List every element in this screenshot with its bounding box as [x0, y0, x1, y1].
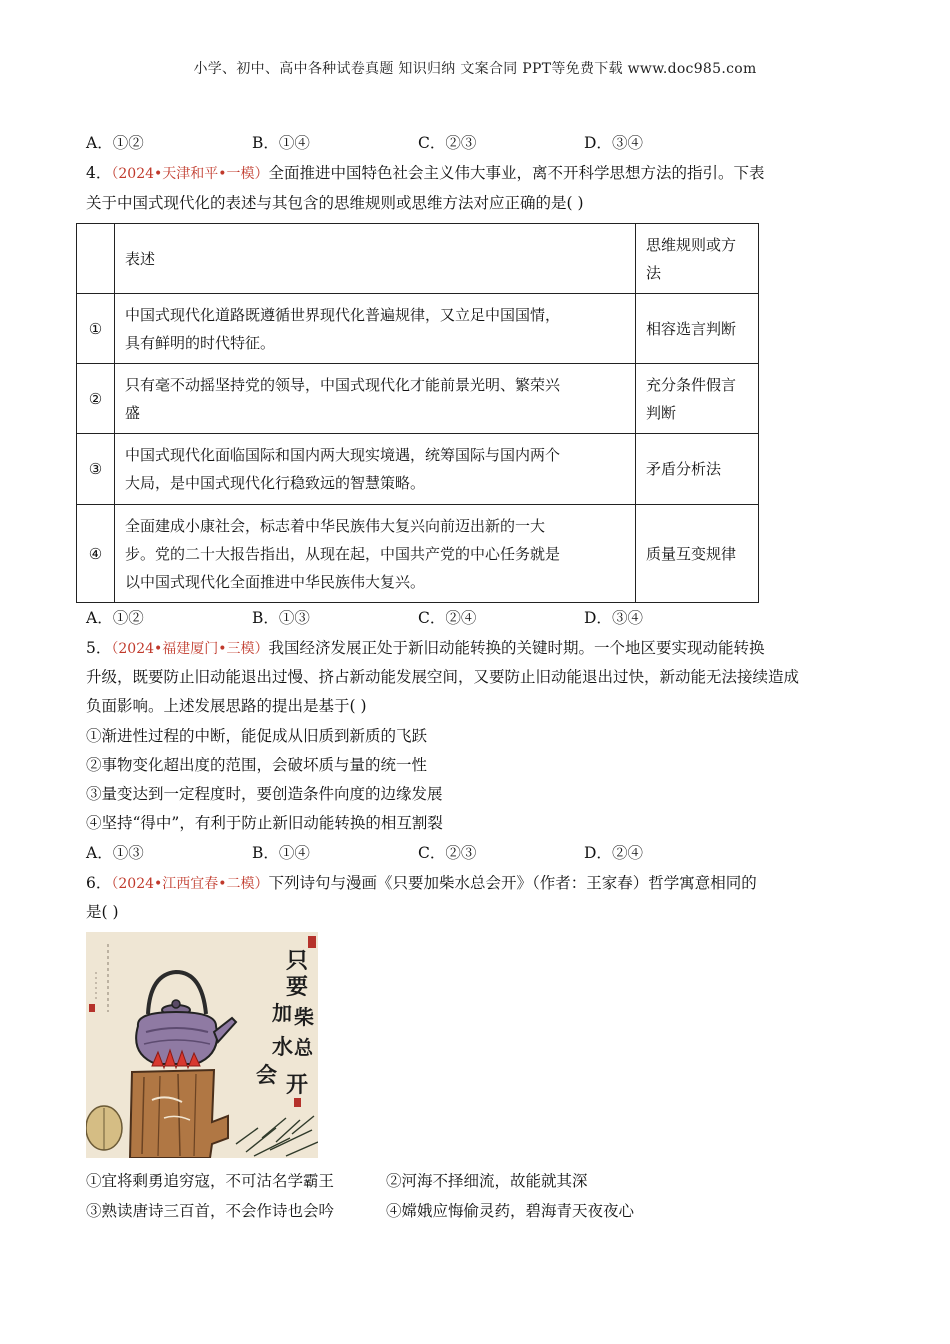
q3-options: [86, 133, 786, 153]
q5-options: [86, 843, 786, 863]
q3-option-c: C．②③: [418, 134, 477, 152]
q6-answer-2: ②河海不择细流，故能就其深: [386, 1172, 588, 1190]
table-row: ④ 全面建成小康社会，标志着中华民族伟大复兴向前迈出新的一大 步。党的二十大报告指出，从现在起，中国共产党的中心任务就是 以中国式现代化全面推进中华民族伟大复兴。 质量互变规律: [77, 505, 759, 603]
q3-option-b: B．①④: [252, 134, 310, 152]
q6-answer-3: ③熟读唐诗三百首，不会作诗也会吟: [86, 1202, 335, 1220]
q6-answers-row-1: [86, 1170, 786, 1192]
q5-option-c: C．②③: [418, 844, 477, 862]
q4-option-a: A．①②: [86, 609, 144, 627]
q4-number: 4．: [86, 164, 112, 182]
q5-source: （2024•福建厦门•三模）: [111, 641, 269, 657]
q4-table: [76, 223, 759, 603]
q6-answers-row-2: [86, 1200, 786, 1222]
q6-stem-line-2: 是( ): [86, 903, 119, 921]
calligraphy-col1-char2: 要: [286, 974, 309, 1000]
q6-cartoon: [86, 932, 318, 1158]
table-row: ① 中国式现代化道路既遵循世界现代化普遍规律，又立足中国国情， 具有鲜明的时代特征。 相容选言判断: [77, 294, 759, 364]
q5-stem-line-3: 负面影响。上述发展思路的提出是基于( ): [86, 697, 367, 715]
q5-item-2: ②事物变化超出度的范围，会破坏质与量的统一性: [86, 756, 428, 774]
q5-option-b: B．①④: [252, 844, 310, 862]
teapot-on-stove-icon: [86, 932, 318, 1158]
calligraphy-col1-char4: 柴: [294, 1005, 314, 1029]
q3-option-a: A．①②: [86, 134, 144, 152]
q5-option-d: D．②④: [584, 844, 643, 862]
calligraphy-col1-char1: 只: [286, 948, 309, 974]
calligraphy-col2-char3: 会: [256, 1062, 277, 1087]
q4-option-c: C．②④: [418, 609, 477, 627]
q5-number: 5．: [86, 639, 112, 657]
calligraphy-col2-char2: 总: [294, 1037, 314, 1059]
q4-option-b: B．①③: [252, 609, 310, 627]
q4-header-statement: 表述: [115, 224, 636, 294]
q6-stem-line-1: 6．（2024•江西宜春•二模）下列诗句与漫画《只要加柴水总会开》（作者：王家春）哲学寓意相同的: [86, 874, 757, 892]
q4-stem-line-2: 关于中国式现代化的表述与其包含的思维规则或思维方法对应正确的是( ): [86, 194, 584, 212]
q5-option-a: A．①③: [86, 844, 144, 862]
q4-header-method: 思维规则或方 法: [636, 224, 759, 294]
table-row: ② 只有毫不动摇坚持党的领导，中国式现代化才能前景光明、繁荣兴 盛 充分条件假言 判断: [77, 364, 759, 434]
q6-answer-4: ④嫦娥应悔偷灵药，碧海青天夜夜心: [386, 1202, 635, 1220]
q6-source: （2024•江西宜春•二模）: [111, 876, 269, 892]
q4-source: （2024•天津和平•一模）: [111, 166, 269, 182]
q6-answer-1: ①宜将剩勇追穷寇，不可沽名学霸王: [86, 1172, 335, 1190]
q4-options: [86, 608, 786, 628]
q5-item-1: ①渐进性过程的中断，能促成从旧质到新质的飞跃: [86, 727, 428, 745]
q5-stem-line-2: 升级，既要防止旧动能退出过慢、挤占新动能发展空间，又要防止旧动能退出过快，新动能无法接续造成: [86, 668, 800, 686]
calligraphy-col2-char4: 开: [286, 1072, 309, 1098]
table-row: ③ 中国式现代化面临国际和国内两大现实境遇，统筹国际与国内两个 大局，是中国式现代化行稳致远的智慧策略。 矛盾分析法: [77, 434, 759, 505]
q5-item-4: ④坚持“得中”，有利于防止新旧动能转换的相互割裂: [86, 814, 443, 832]
calligraphy-col1-char3: 加: [272, 1001, 292, 1025]
q4-stem-line-1: 4．（2024•天津和平•一模）全面推进中国特色社会主义伟大事业，离不开科学思想方法的指引。下表: [86, 164, 765, 182]
q5-stem-line-1: 5．（2024•福建厦门•三模）我国经济发展正处于新旧动能转换的关键时期。一个地区要实现动能转换: [86, 639, 765, 657]
q4-option-d: D．③④: [584, 609, 643, 627]
page-header: 小学、初中、高中各种试卷真题 知识归纳 文案合同 PPT等免费下载 www.doc985.com: [193, 61, 757, 77]
calligraphy-col2-char1: 水: [272, 1034, 293, 1059]
q5-item-3: ③量变达到一定程度时，要创造条件向度的边缘发展: [86, 785, 443, 803]
q6-number: 6．: [86, 874, 112, 892]
q4-table-header: [77, 224, 759, 294]
q4-header-num: [77, 224, 115, 294]
q3-option-d: D．③④: [584, 134, 643, 152]
